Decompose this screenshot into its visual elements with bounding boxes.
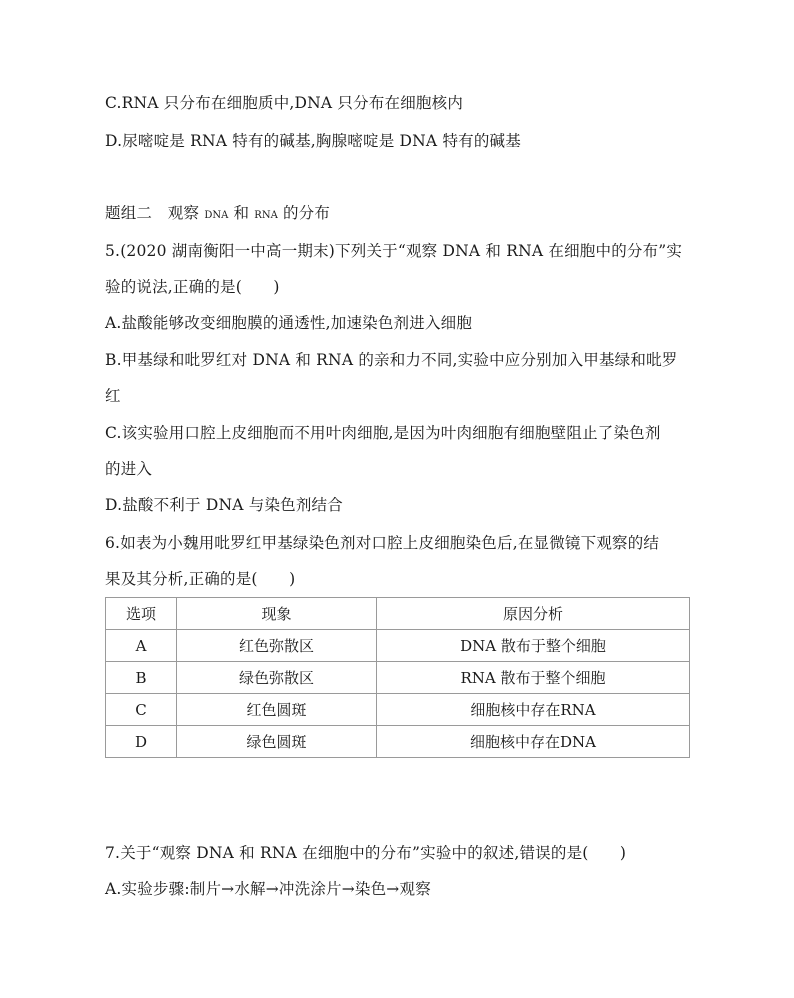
- question-5-option-d: D.盐酸不利于 DNA 与染色剂结合: [105, 496, 343, 514]
- heading-rna: RNA: [254, 210, 278, 221]
- cell-option: D: [106, 726, 177, 758]
- cell-option: C: [106, 694, 177, 726]
- heading-part1: 题组二 观察: [105, 204, 205, 222]
- option-c-prev: C.RNA 只分布在细胞质中,DNA 只分布在细胞核内: [105, 94, 464, 112]
- question-5-stem-line1: 5.(2020 湖南衡阳一中高一期末)下列关于“观察 DNA 和 RNA 在细胞中的分布”实: [105, 242, 683, 260]
- heading-mid: 和: [228, 204, 255, 222]
- cell-phenomenon: 红色圆斑: [177, 694, 377, 726]
- question-7-stem: 7.关于“观察 DNA 和 RNA 在细胞中的分布”实验中的叙述,错误的是( ): [105, 844, 627, 862]
- heading-dna: DNA: [204, 210, 229, 221]
- cell-reason: RNA 散布于整个细胞: [377, 662, 690, 694]
- heading-part2: 的分布: [277, 204, 331, 222]
- cell-reason: DNA 散布于整个细胞: [377, 630, 690, 662]
- cell-reason: 细胞核中存在DNA: [377, 726, 690, 758]
- question-7-option-a: A.实验步骤:制片→水解→冲洗涂片→染色→观察: [105, 880, 431, 898]
- cell-option: A: [106, 630, 177, 662]
- cell-reason: 细胞核中存在RNA: [377, 694, 690, 726]
- question-5-option-c-line2: 的进入: [105, 460, 153, 478]
- table-row: [106, 694, 690, 726]
- cell-option: B: [106, 662, 177, 694]
- section-heading: [105, 203, 330, 226]
- results-table: [105, 597, 690, 758]
- question-5-option-a: A.盐酸能够改变细胞膜的通透性,加速染色剂进入细胞: [105, 314, 473, 332]
- question-5-stem-line2: 验的说法,正确的是( ): [105, 278, 280, 296]
- question-5-option-c-line1: C.该实验用口腔上皮细胞而不用叶肉细胞,是因为叶肉细胞有细胞壁阻止了染色剂: [105, 424, 661, 442]
- header-reason: 原因分析: [377, 598, 690, 630]
- option-d-prev: D.尿嘧啶是 RNA 特有的碱基,胸腺嘧啶是 DNA 特有的碱基: [105, 132, 521, 150]
- question-5-option-b-line1: B.甲基绿和吡罗红对 DNA 和 RNA 的亲和力不同,实验中应分别加入甲基绿和吡罗: [105, 351, 678, 369]
- header-option: 选项: [106, 598, 177, 630]
- cell-phenomenon: 红色弥散区: [177, 630, 377, 662]
- question-5-option-b-line2: 红: [105, 387, 121, 405]
- table-row: [106, 726, 690, 758]
- table-row: [106, 662, 690, 694]
- table-header-row: [106, 598, 690, 630]
- header-phenomenon: 现象: [177, 598, 377, 630]
- question-6-stem-line1: 6.如表为小魏用吡罗红甲基绿染色剂对口腔上皮细胞染色后,在显微镜下观察的结: [105, 534, 660, 552]
- cell-phenomenon: 绿色圆斑: [177, 726, 377, 758]
- table-row: [106, 630, 690, 662]
- question-6-stem-line2: 果及其分析,正确的是( ): [105, 570, 296, 588]
- cell-phenomenon: 绿色弥散区: [177, 662, 377, 694]
